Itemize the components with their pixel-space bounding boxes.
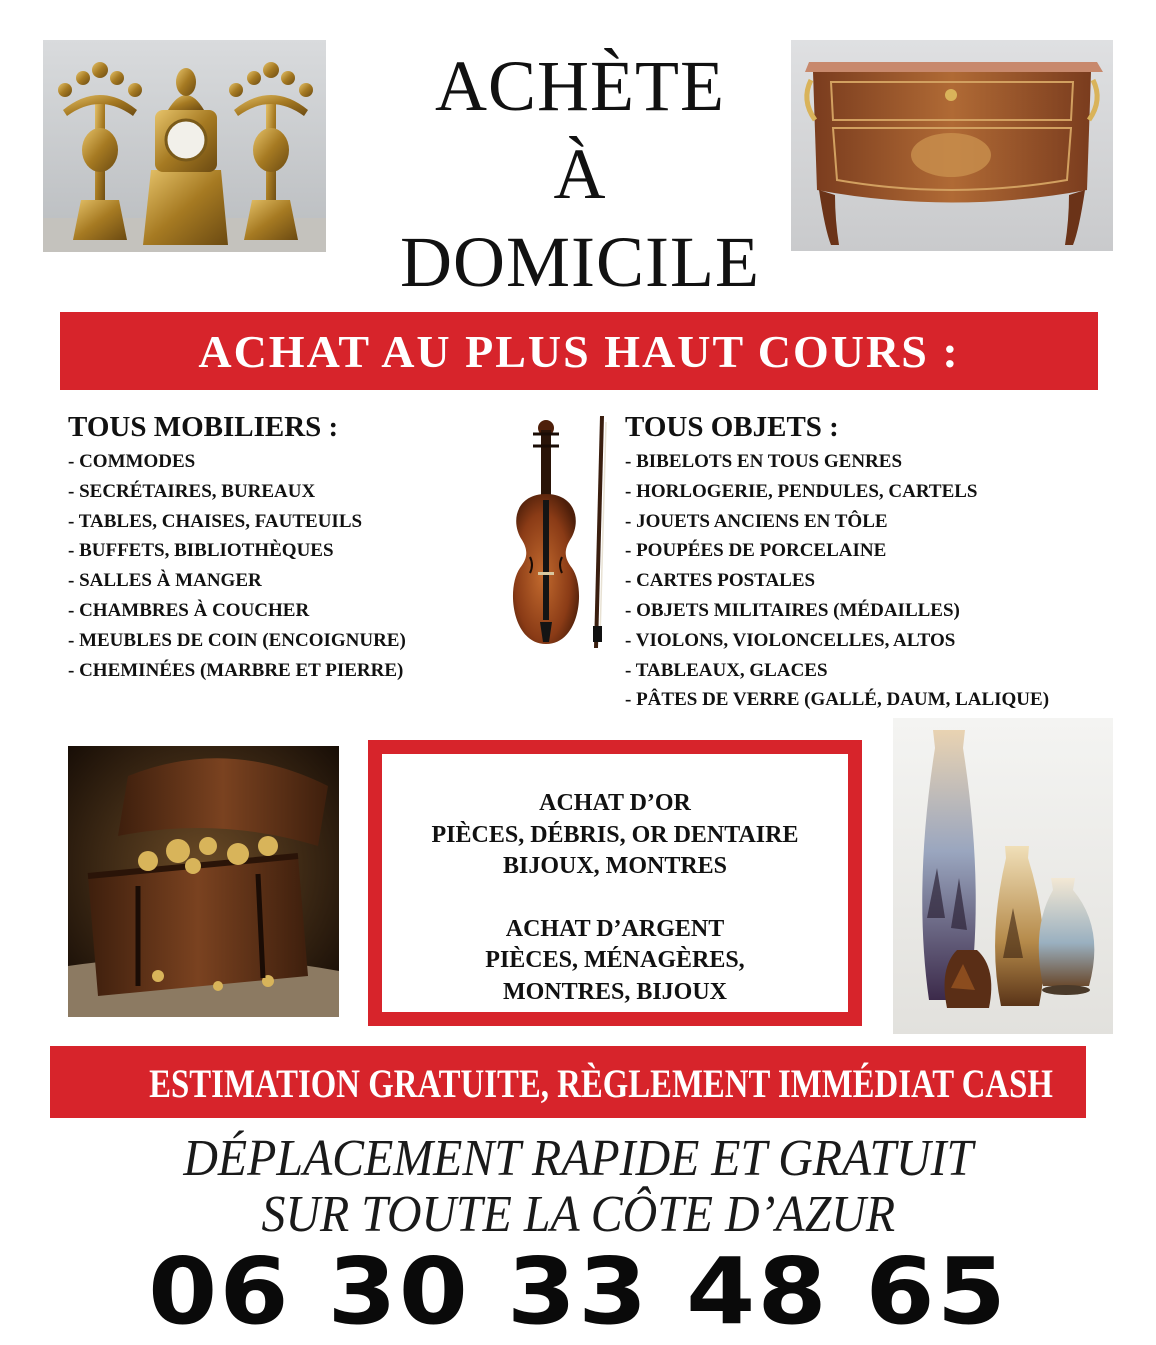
- list-item: - POUPÉES DE PORCELAINE: [625, 540, 887, 562]
- headline-line-1: ACHÈTE: [435, 46, 725, 126]
- list-item: - TABLES, CHAISES, FAUTEUILS: [68, 510, 363, 532]
- travel-text-2: SUR TOUTE LA CÔTE D’AZUR: [261, 1186, 895, 1243]
- objects-list-title: TOUS OBJETS :: [625, 411, 839, 443]
- commode-photo: [791, 40, 1113, 251]
- list-item: - BUFFETS, BIBLIOTHÈQUES: [68, 540, 334, 562]
- list-item: - CARTES POSTALES: [625, 570, 816, 592]
- silver-title: ACHAT D’ARGENT: [505, 915, 725, 942]
- list-item: - COMMODES: [68, 451, 196, 472]
- furniture-list-title: TOUS MOBILIERS :: [68, 411, 339, 443]
- list-item: - TABLEAUX, GLACES: [625, 659, 828, 681]
- objects-list: [625, 410, 1049, 715]
- list-item: - HORLOGERIE, PENDULES, CARTELS: [625, 480, 978, 502]
- list-item: - BIBELOTS EN TOUS GENRES: [625, 451, 903, 472]
- phone-number-text: 06 30 33 48 65: [148, 1238, 1008, 1345]
- headline-line-2: À: [553, 134, 607, 214]
- gold-line: BIJOUX, MONTRES: [502, 853, 728, 879]
- list-item: - OBJETS MILITAIRES (MÉDAILLES): [625, 599, 960, 621]
- treasure-chest-photo: [68, 746, 339, 1017]
- furniture-list: [68, 410, 406, 685]
- list-item: - MEUBLES DE COIN (ENCOIGNURE): [68, 629, 406, 651]
- silver-line: PIÈCES, MÉNAGÈRES,: [485, 947, 745, 973]
- travel-line-1: [0, 1131, 1156, 1187]
- travel-line-2: [0, 1187, 1156, 1243]
- list-item: - PÂTES DE VERRE (GALLÉ, DAUM, LALIQUE): [625, 689, 1050, 711]
- silver-line: MONTRES, BIJOUX: [502, 978, 728, 1005]
- violin-photo: [500, 412, 618, 650]
- gold-silver-text: [382, 788, 848, 1008]
- headline: [360, 42, 800, 306]
- list-item: - CHEMINÉES (MARBRE ET PIERRE): [68, 659, 404, 681]
- list-item: - SALLES À MANGER: [68, 570, 262, 592]
- list-item: - SECRÉTAIRES, BUREAUX: [68, 480, 316, 502]
- clock-candelabra-photo: [43, 40, 326, 252]
- gold-line: PIÈCES, DÉBRIS, OR DENTAIRE: [431, 821, 799, 848]
- glass-vases-photo: [893, 718, 1113, 1034]
- bottom-banner-text: ESTIMATION GRATUITE, RÈGLEMENT IMMÉDIAT CASH: [149, 1061, 1053, 1106]
- gold-title: ACHAT D’OR: [539, 790, 691, 816]
- headline-line-3: DOMICILE: [400, 222, 760, 302]
- list-item: - CHAMBRES À COUCHER: [68, 599, 310, 621]
- top-banner: ACHAT AU PLUS HAUT COURS :: [60, 312, 1098, 390]
- gold-silver-box: [368, 740, 862, 1026]
- bottom-banner: [50, 1046, 1086, 1118]
- travel-text-1: DÉPLACEMENT RAPIDE ET GRATUIT: [183, 1130, 973, 1187]
- list-item: - JOUETS ANCIENS EN TÔLE: [625, 510, 888, 532]
- list-item: - VIOLONS, VIOLONCELLES, ALTOS: [625, 629, 956, 651]
- phone-number: [0, 1238, 1156, 1345]
